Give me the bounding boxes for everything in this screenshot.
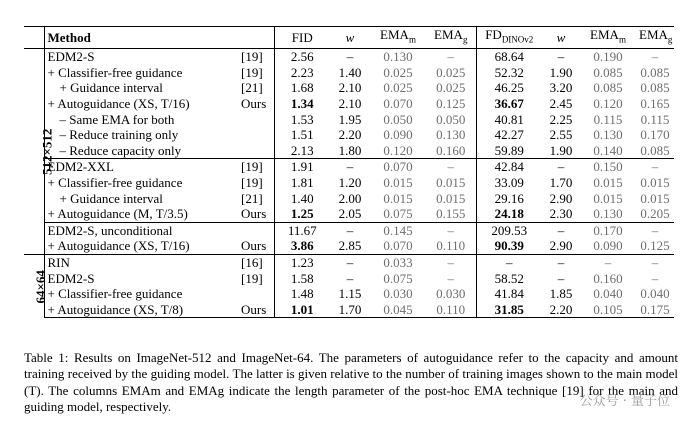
header-ema-m2-sub: m: [618, 34, 626, 45]
w2-cell: –: [542, 222, 580, 238]
w-cell: 2.00: [338, 190, 362, 206]
ema-m-cell: 0.070: [383, 95, 413, 111]
ema-m2-cell: 0.105: [580, 302, 636, 318]
reference-cell: [238, 143, 274, 159]
table-row: [24, 175, 674, 191]
fd-cell: 52.32: [476, 65, 542, 81]
header-ref-spacer: [238, 27, 274, 49]
ema-g2-cell: 0.040: [640, 286, 670, 302]
header-corner: [24, 27, 44, 49]
table-row: [24, 80, 674, 96]
fd-cell: –: [476, 254, 542, 270]
method-cell: EDM2-S, unconditional: [44, 222, 238, 238]
fd-cell: 29.16: [476, 191, 542, 207]
method-cell: EDM2-S: [47, 270, 95, 286]
ema-g-cell: 0.015: [436, 174, 466, 190]
fid-cell: 1.58: [290, 270, 314, 286]
w-cell: –: [330, 254, 370, 270]
ema-g-cell: 0.050: [436, 111, 466, 127]
header-ema-m-sub: m: [408, 34, 416, 45]
table-row: [24, 238, 674, 254]
ema-m2-cell: 0.015: [593, 190, 623, 206]
method-cell: EDM2-XXL: [44, 159, 238, 175]
w-cell: 1.15: [338, 286, 362, 302]
w2-cell: 2.90: [549, 190, 573, 206]
ema-g-cell: 0.025: [436, 64, 466, 80]
table-header-row: [24, 27, 674, 49]
fid-cell: 11.67: [274, 222, 330, 238]
w2-cell: –: [557, 49, 565, 65]
reference-cell: [19]: [238, 175, 274, 191]
ema-m2-cell: 0.140: [593, 142, 623, 158]
method-cell: + Guidance interval: [59, 190, 163, 206]
ema-m-cell: 0.025: [383, 64, 413, 80]
ema-g-cell: –: [447, 49, 454, 65]
ema-g2-cell: 0.125: [640, 238, 670, 254]
fid-cell: 2.23: [290, 64, 314, 80]
w2-cell: –: [542, 159, 580, 175]
ema-m2-cell: 0.130: [593, 127, 623, 143]
reference-cell: [238, 222, 274, 238]
reference-cell: Ours: [238, 302, 274, 318]
header-ema-m2: [580, 27, 636, 49]
reference-cell: [238, 127, 274, 143]
ema-g-cell: –: [426, 222, 476, 238]
table-row: [24, 143, 674, 159]
reference-cell: Ours: [238, 96, 274, 112]
fid-cell: 1.34: [290, 95, 314, 111]
reference-cell: [238, 112, 274, 128]
w-cell: 1.70: [330, 302, 370, 318]
ema-m2-cell: 0.090: [593, 238, 623, 254]
header-ema-g2: [636, 27, 674, 49]
table-row: [24, 127, 674, 143]
ema-g2-cell: –: [636, 254, 674, 270]
method-cell: – Reduce capacity only: [59, 142, 182, 158]
header-fid: FID: [274, 27, 330, 49]
w2-cell: 1.85: [549, 286, 573, 302]
w2-cell: 3.20: [549, 80, 573, 96]
fid-cell: 1.91: [274, 159, 330, 175]
fid-cell: 2.13: [290, 142, 314, 158]
reference-cell: [19]: [238, 271, 274, 287]
w2-cell: 2.55: [549, 127, 573, 143]
header-w2: w: [542, 27, 580, 49]
ema-m2-cell: 0.120: [593, 95, 623, 111]
table-row: [24, 191, 674, 207]
table-row: [24, 271, 674, 287]
fd-cell: 42.27: [476, 127, 542, 143]
ema-m-cell: 0.025: [383, 80, 413, 96]
header-fd-sub: DINOv2: [501, 34, 534, 45]
w2-cell: 1.70: [549, 174, 573, 190]
ema-m2-cell: 0.160: [593, 270, 623, 286]
table-row: [24, 222, 674, 238]
ema-m-cell: 0.045: [370, 302, 426, 318]
fid-cell: 1.53: [290, 111, 314, 127]
ema-m-cell: 0.050: [383, 111, 413, 127]
header-ema-g2-sub: g: [667, 34, 673, 45]
method-cell: + Classifier-free guidance: [47, 64, 183, 80]
table-row: [24, 206, 674, 222]
w-cell: –: [346, 270, 354, 286]
table-row: [24, 286, 674, 302]
watermark: 公众号 · 量子位: [579, 394, 670, 409]
ema-g-cell: 0.110: [436, 238, 466, 254]
w-cell: 1.40: [338, 64, 362, 80]
ema-m2-cell: –: [580, 254, 636, 270]
ema-m-cell: 0.130: [383, 49, 413, 65]
ema-m-cell: 0.075: [383, 270, 413, 286]
w-cell: 2.10: [338, 80, 362, 96]
results-table: [24, 26, 674, 318]
ema-m-cell: 0.030: [383, 286, 413, 302]
header-method: Method: [44, 27, 238, 49]
ema-g-cell: 0.025: [436, 80, 466, 96]
header-ema-g: [426, 27, 476, 49]
ema-g2-cell: 0.085: [640, 64, 670, 80]
reference-cell: [238, 286, 274, 302]
w-cell: –: [330, 159, 370, 175]
table-row: [24, 302, 674, 318]
table-row: [24, 254, 674, 270]
ema-g-cell: –: [426, 254, 476, 270]
ema-g2-cell: –: [636, 222, 674, 238]
method-cell: + Autoguidance (XS, T/16): [47, 238, 190, 254]
resolution-group-label: [24, 254, 48, 317]
ema-m2-cell: 0.190: [593, 49, 623, 65]
w-cell: 1.80: [338, 142, 362, 158]
fd-cell: 24.18: [476, 206, 542, 222]
fid-cell: 1.48: [290, 286, 314, 302]
header-ema-g2-text: EMA: [639, 27, 668, 42]
w-cell: –: [346, 49, 354, 65]
ema-g-cell: –: [426, 159, 476, 175]
ema-m2-cell: 0.015: [593, 174, 623, 190]
header-ema-m-text: EMA: [380, 27, 409, 42]
table-row: [24, 49, 674, 65]
w2-cell: 2.45: [549, 95, 573, 111]
ema-m2-cell: 0.085: [593, 64, 623, 80]
ema-g-cell: 0.030: [436, 286, 466, 302]
reference-cell: [19]: [238, 49, 274, 65]
ema-g2-cell: 0.085: [640, 142, 670, 158]
w2-cell: 2.20: [542, 302, 580, 318]
reference-cell: [19]: [238, 159, 274, 175]
ema-m2-cell: 0.115: [593, 111, 623, 127]
fid-cell: 1.68: [290, 80, 314, 96]
method-cell: + Autoguidance (XS, T/8): [44, 302, 238, 318]
w-cell: 1.20: [338, 174, 362, 190]
fid-cell: 1.25: [290, 206, 314, 222]
w-cell: 1.95: [338, 111, 362, 127]
ema-m-cell: 0.033: [370, 254, 426, 270]
method-cell: – Reduce training only: [59, 127, 179, 143]
ema-m-cell: 0.015: [383, 174, 413, 190]
method-cell: + Autoguidance (XS, T/16): [47, 95, 190, 111]
table-row: [24, 65, 674, 81]
w-cell: 2.85: [338, 238, 362, 254]
ema-g2-cell: 0.015: [640, 174, 670, 190]
table-row: [24, 96, 674, 112]
fid-cell: 1.40: [290, 190, 314, 206]
ema-g-cell: 0.160: [436, 142, 466, 158]
ema-m2-cell: 0.170: [580, 222, 636, 238]
w2-cell: 1.90: [549, 64, 573, 80]
ema-m2-cell: 0.040: [593, 286, 623, 302]
header-w: w: [330, 27, 370, 49]
ema-m-cell: 0.120: [383, 142, 413, 158]
w2-cell: 1.90: [549, 142, 573, 158]
w-cell: 2.10: [338, 95, 362, 111]
fid-cell: 3.86: [290, 238, 314, 254]
fid-cell: 2.56: [290, 49, 314, 65]
fid-cell: 1.51: [290, 127, 314, 143]
w2-cell: –: [557, 270, 565, 286]
fd-cell: 36.67: [476, 96, 542, 112]
method-cell: – Same EMA for both: [59, 111, 175, 127]
ema-g2-cell: 0.205: [640, 206, 670, 222]
fid-cell: 1.01: [274, 302, 330, 318]
method-cell: EDM2-S: [47, 49, 95, 65]
ema-g2-cell: 0.165: [640, 95, 670, 111]
method-cell: + Guidance interval: [59, 80, 163, 96]
reference-cell: [21]: [238, 80, 274, 96]
fid-cell: 1.81: [290, 174, 314, 190]
resolution-label-text: 64×64: [32, 269, 48, 304]
fd-cell: 58.52: [476, 271, 542, 287]
fd-cell: 59.89: [476, 143, 542, 159]
fd-cell: 209.53: [476, 222, 542, 238]
ema-m-cell: 0.070: [383, 238, 413, 254]
header-fd-text: FD: [485, 27, 502, 42]
resolution-group-label: [24, 49, 55, 255]
fd-cell: 31.85: [476, 302, 542, 318]
ema-m-cell: 0.015: [383, 190, 413, 206]
ema-g2-cell: –: [651, 49, 659, 65]
w-cell: 2.20: [338, 127, 362, 143]
fd-cell: 90.39: [476, 238, 542, 254]
fd-cell: 46.25: [476, 80, 542, 96]
header-fd-dinov2: [476, 27, 542, 49]
method-cell: + Classifier-free guidance: [47, 174, 183, 190]
ema-m2-cell: 0.150: [580, 159, 636, 175]
fd-cell: 41.84: [476, 286, 542, 302]
ema-g2-cell: 0.170: [640, 127, 670, 143]
ema-m-cell: 0.145: [370, 222, 426, 238]
w2-cell: 2.90: [549, 238, 573, 254]
header-ema-g-sub: g: [462, 34, 468, 45]
method-cell: + Classifier-free guidance: [47, 286, 183, 302]
ema-g-cell: 0.155: [436, 206, 466, 222]
reference-cell: [19]: [238, 65, 274, 81]
reference-cell: Ours: [238, 206, 274, 222]
ema-g2-cell: –: [651, 270, 659, 286]
ema-g2-cell: –: [636, 159, 674, 175]
ema-m2-cell: 0.130: [593, 206, 623, 222]
fd-cell: 42.84: [476, 159, 542, 175]
table-row: [24, 159, 674, 175]
ema-m-cell: 0.070: [370, 159, 426, 175]
fd-cell: 33.09: [476, 175, 542, 191]
ema-g2-cell: 0.115: [640, 111, 670, 127]
reference-cell: [16]: [238, 254, 274, 270]
ema-m-cell: 0.075: [383, 206, 413, 222]
ema-g2-cell: 0.085: [640, 80, 670, 96]
ema-g-cell: 0.130: [436, 127, 466, 143]
ema-g-cell: 0.015: [436, 190, 466, 206]
w2-cell: –: [542, 254, 580, 270]
method-cell: RIN: [44, 254, 238, 270]
reference-cell: Ours: [238, 238, 274, 254]
table-row: [24, 112, 674, 128]
resolution-label-text: 512×512: [39, 128, 55, 175]
w-cell: –: [330, 222, 370, 238]
header-ema-m: [370, 27, 426, 49]
w2-cell: 2.30: [549, 206, 573, 222]
ema-g-cell: 0.125: [436, 95, 466, 111]
reference-cell: [21]: [238, 191, 274, 207]
table-caption: Table 1: Results on ImageNet-512 and ImageNet-64. The parameters of autoguidance refer to the capacity and amount training received by the guiding model. The latter is given relative to the number of training images shown to the main model (T). The columns EMAm and EMAg indicate the length parameter of the post-hoc EMA technique [19] for the main and guiding model, respectively.: [24, 350, 678, 414]
ema-m-cell: 0.090: [383, 127, 413, 143]
ema-g2-cell: 0.175: [636, 302, 674, 318]
fid-cell: 1.23: [274, 254, 330, 270]
fd-cell: 40.81: [476, 112, 542, 128]
w2-cell: 2.25: [549, 111, 573, 127]
w-cell: 2.05: [338, 206, 362, 222]
ema-m2-cell: 0.085: [593, 80, 623, 96]
ema-g2-cell: 0.015: [640, 190, 670, 206]
ema-g-cell: 0.110: [426, 302, 476, 318]
header-ema-g-text: EMA: [434, 27, 463, 42]
fd-cell: 68.64: [476, 49, 542, 65]
header-ema-m2-text: EMA: [590, 27, 619, 42]
ema-g-cell: –: [447, 270, 454, 286]
method-cell: + Autoguidance (M, T/3.5): [47, 206, 188, 222]
